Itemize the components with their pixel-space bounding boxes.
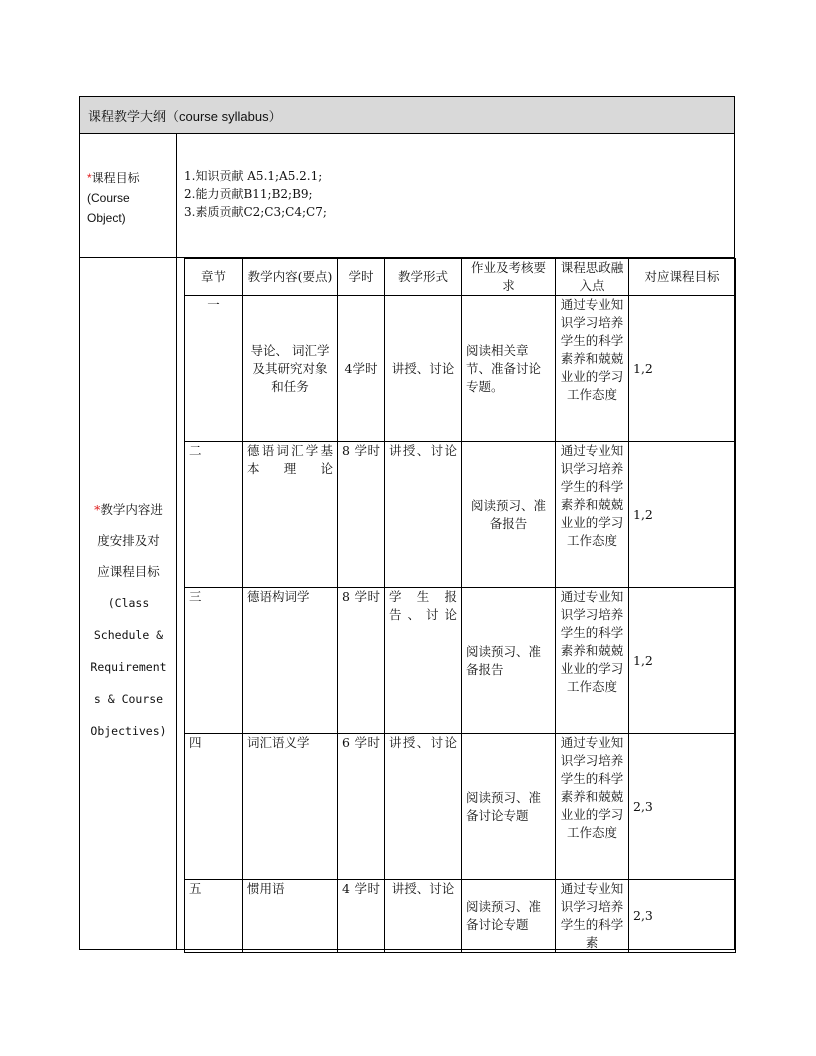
chapter-cell: 四 xyxy=(185,734,243,880)
ideology-cell: 通过专业知识学习培养学生的科学素养和兢兢业业的学习工作态度 xyxy=(556,588,629,734)
hours-cell: 8 学时 xyxy=(338,442,385,588)
homework-cell: 阅读预习、准备讨论专题 xyxy=(462,734,556,880)
form-cell: 讲授、讨论 xyxy=(385,734,462,880)
objectives-label-en2: Object) xyxy=(87,211,126,225)
content-cell: 导论、 词汇学及其研究对象和任务 xyxy=(243,296,338,442)
objectives-label-cell xyxy=(80,134,177,258)
schedule-label-line: 应课程目标 xyxy=(97,564,160,579)
objective-line: 3.素质贡献C2;C3;C4;C7; xyxy=(184,205,327,219)
form-cell: 学 生 报告、讨论 xyxy=(385,588,462,734)
hours-cell: 4学时 xyxy=(338,296,385,442)
hours-cell: 8 学时 xyxy=(338,588,385,734)
schedule-label-en: Requirement xyxy=(90,660,167,674)
ideology-cell: 通过专业知识学习培养学生的科学素养和兢兢业业的学习工作态度 xyxy=(556,442,629,588)
required-star: * xyxy=(87,171,92,185)
schedule-label-en: Schedule & xyxy=(93,628,164,642)
content-cell: 德语词汇学基本理论 xyxy=(243,442,338,588)
content-cell: 词汇语义学 xyxy=(243,734,338,880)
goals-cell: 2,3 xyxy=(629,880,736,953)
ideology-cell: 通过专业知识学习培养学生的科学素 xyxy=(556,880,629,953)
goals-cell: 1,2 xyxy=(629,442,736,588)
column-header: 学时 xyxy=(338,259,385,296)
schedule-label-line: 教学内容进 xyxy=(100,502,163,517)
schedule-header-row xyxy=(185,259,736,296)
hours-cell: 6 学时 xyxy=(338,734,385,880)
table-row xyxy=(185,442,736,588)
required-star: * xyxy=(94,502,101,517)
homework-cell: 阅读预习、准备报告 xyxy=(462,588,556,734)
table-row xyxy=(185,588,736,734)
form-cell: 讲授、讨论 xyxy=(385,442,462,588)
column-header: 课程思政融入点 xyxy=(556,259,629,296)
goals-cell: 2,3 xyxy=(629,734,736,880)
objective-line: 2.能力贡献B11;B2;B9; xyxy=(184,187,313,201)
content-cell: 惯用语 xyxy=(243,880,338,953)
column-header: 作业及考核要求 xyxy=(462,259,556,296)
content-cell: 德语构词学 xyxy=(243,588,338,734)
homework-cell: 阅读相关章节、准备讨论专题。 xyxy=(462,296,556,442)
schedule-grid xyxy=(184,258,735,949)
table-row xyxy=(185,880,736,953)
chapter-cell: 二 xyxy=(185,442,243,588)
chapter-cell: 三 xyxy=(185,588,243,734)
schedule-table xyxy=(184,258,736,953)
objective-line: 1.知识贡献 A5.1;A5.2.1; xyxy=(184,169,323,183)
form-cell: 讲授、讨论 xyxy=(385,296,462,442)
syllabus-header xyxy=(80,97,734,134)
schedule-label-en: Objectives) xyxy=(90,724,167,738)
chapter-cell: 一 xyxy=(185,296,243,442)
ideology-cell: 通过专业知识学习培养学生的科学素养和兢兢业业的学习工作态度 xyxy=(556,296,629,442)
table-row xyxy=(185,296,736,442)
schedule-label xyxy=(80,494,177,747)
ideology-cell: 通过专业知识学习培养学生的科学素养和兢兢业业的学习工作态度 xyxy=(556,734,629,880)
schedule-label-cell xyxy=(80,258,177,949)
objectives-label-cn: 课程目标 xyxy=(91,171,140,185)
schedule-label-en: s & Course xyxy=(93,692,164,706)
schedule-label-line: 度安排及对 xyxy=(97,533,160,548)
chapter-cell: 五 xyxy=(185,880,243,953)
column-header: 章节 xyxy=(185,259,243,296)
homework-cell: 阅读预习、准备报告 xyxy=(462,442,556,588)
hours-cell: 4 学时 xyxy=(338,880,385,953)
schedule-label-en: (Class xyxy=(107,596,150,610)
objectives-label xyxy=(87,168,140,228)
column-header: 教学形式 xyxy=(385,259,462,296)
syllabus-title: 课程教学大纲（course syllabus） xyxy=(88,109,282,124)
homework-cell: 阅读预习、准备讨论专题 xyxy=(462,880,556,953)
goals-cell: 1,2 xyxy=(629,588,736,734)
column-header: 对应课程目标 xyxy=(629,259,736,296)
table-row xyxy=(185,734,736,880)
objectives-content-cell xyxy=(177,134,734,258)
column-header: 教学内容(要点) xyxy=(243,259,338,296)
goals-cell: 1,2 xyxy=(629,296,736,442)
form-cell: 讲授、讨论 xyxy=(385,880,462,953)
syllabus-table xyxy=(79,96,735,950)
objectives-label-en1: (Course xyxy=(87,191,130,205)
